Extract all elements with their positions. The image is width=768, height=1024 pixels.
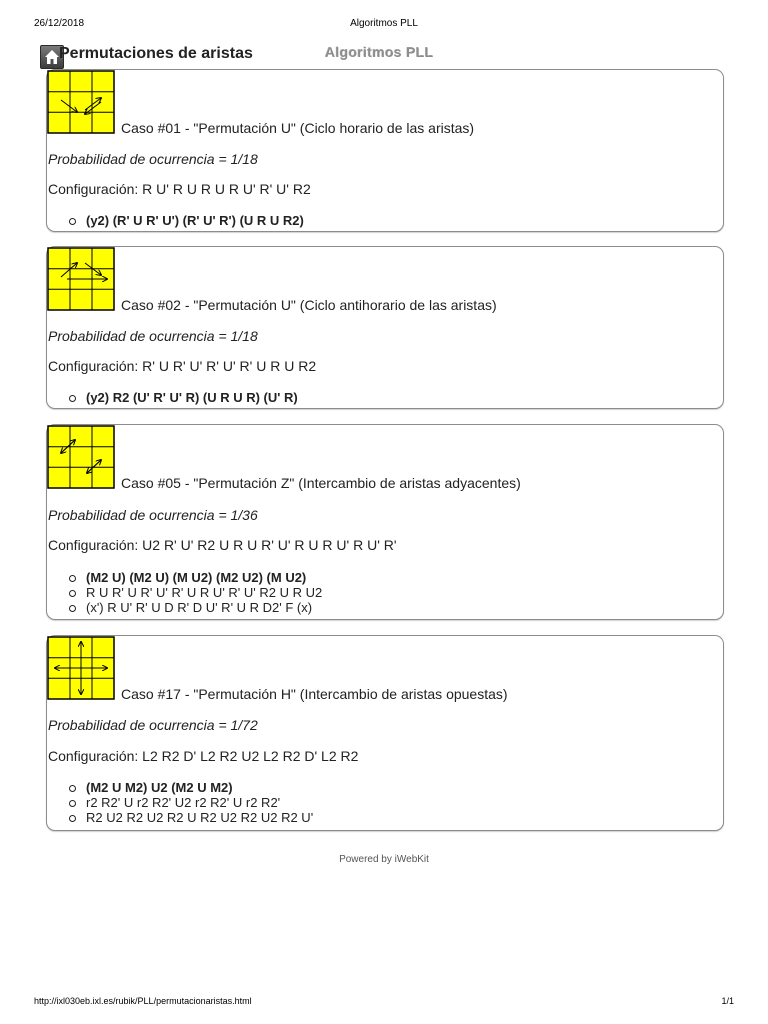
algorithm-item: (x') R U' R' U D R' D U' R' U R D2' F (x) [69, 600, 322, 615]
algorithm-item: R U R' U R' U' R' U R U' R' U' R2 U R U2 [69, 585, 322, 600]
page-title: Permutaciones de aristas [59, 45, 253, 62]
site-title: Algoritmos PLL [325, 44, 434, 60]
algorithm-item: (y2) (R' U R' U') (R' U' R') (U R U R2) [69, 213, 304, 228]
case-configuration: Configuración: R U' R U R U R U' R' U' R2 [48, 181, 311, 197]
algorithm-item: r2 R2' U r2 R2' U2 r2 R2' U r2 R2' [69, 795, 313, 810]
print-title: Algoritmos PLL [350, 18, 418, 29]
cube-diagram-icon [47, 636, 115, 700]
page-url: http://ixl030eb.ixl.es/rubik/PLL/permutacionaristas.html [34, 996, 252, 1006]
case-probability: Probabilidad de ocurrencia = 1/18 [48, 328, 258, 344]
algorithm-list [69, 570, 322, 615]
algorithm-list [69, 390, 298, 405]
case-probability: Probabilidad de ocurrencia = 1/18 [48, 151, 258, 167]
algorithm-item: R2 U2 R2 U2 R2 U R2 U2 R2 U2 R2 U' [69, 810, 313, 825]
case-title: Caso #01 - "Permutación U" (Ciclo horario de las aristas) [121, 120, 475, 136]
print-date: 26/12/2018 [34, 18, 85, 29]
case-probability: Probabilidad de ocurrencia = 1/36 [48, 507, 258, 523]
cube-diagram-icon [47, 425, 115, 489]
case-probability: Probabilidad de ocurrencia = 1/72 [48, 717, 258, 733]
case-title: Caso #05 - "Permutación Z" (Intercambio de aristas adyacentes) [121, 475, 521, 491]
powered-by-link[interactable]: Powered by iWebKit [339, 854, 429, 865]
cube-diagram-icon [47, 70, 115, 134]
case-card-05 [46, 424, 724, 620]
case-configuration: Configuración: R' U R' U' R' U' R' U R U R2 [48, 358, 317, 374]
algorithm-list [69, 213, 304, 228]
algorithm-item: (y2) R2 (U' R' U' R) (U R U R) (U' R) [69, 390, 298, 405]
page-number: 1/1 [721, 996, 734, 1006]
case-title: Caso #02 - "Permutación U" (Ciclo antihorario de las aristas) [121, 297, 497, 313]
case-title: Caso #17 - "Permutación H" (Intercambio de aristas opuestas) [121, 686, 508, 702]
cube-diagram-icon [47, 247, 115, 311]
case-configuration: Configuración: L2 R2 D' L2 R2 U2 L2 R2 D' L2 R2 [48, 748, 359, 764]
case-card-01 [46, 69, 724, 232]
case-card-17 [46, 635, 724, 831]
algorithm-list [69, 780, 313, 825]
print-header [0, 18, 768, 32]
case-card-02 [46, 246, 724, 409]
case-configuration: Configuración: U2 R' U' R2 U R U R' U' R U R U' R U' R' [48, 537, 397, 553]
algorithm-item: (M2 U M2) U2 (M2 U M2) [69, 780, 313, 795]
algorithm-item: (M2 U) (M2 U) (M U2) (M2 U2) (M U2) [69, 570, 322, 585]
